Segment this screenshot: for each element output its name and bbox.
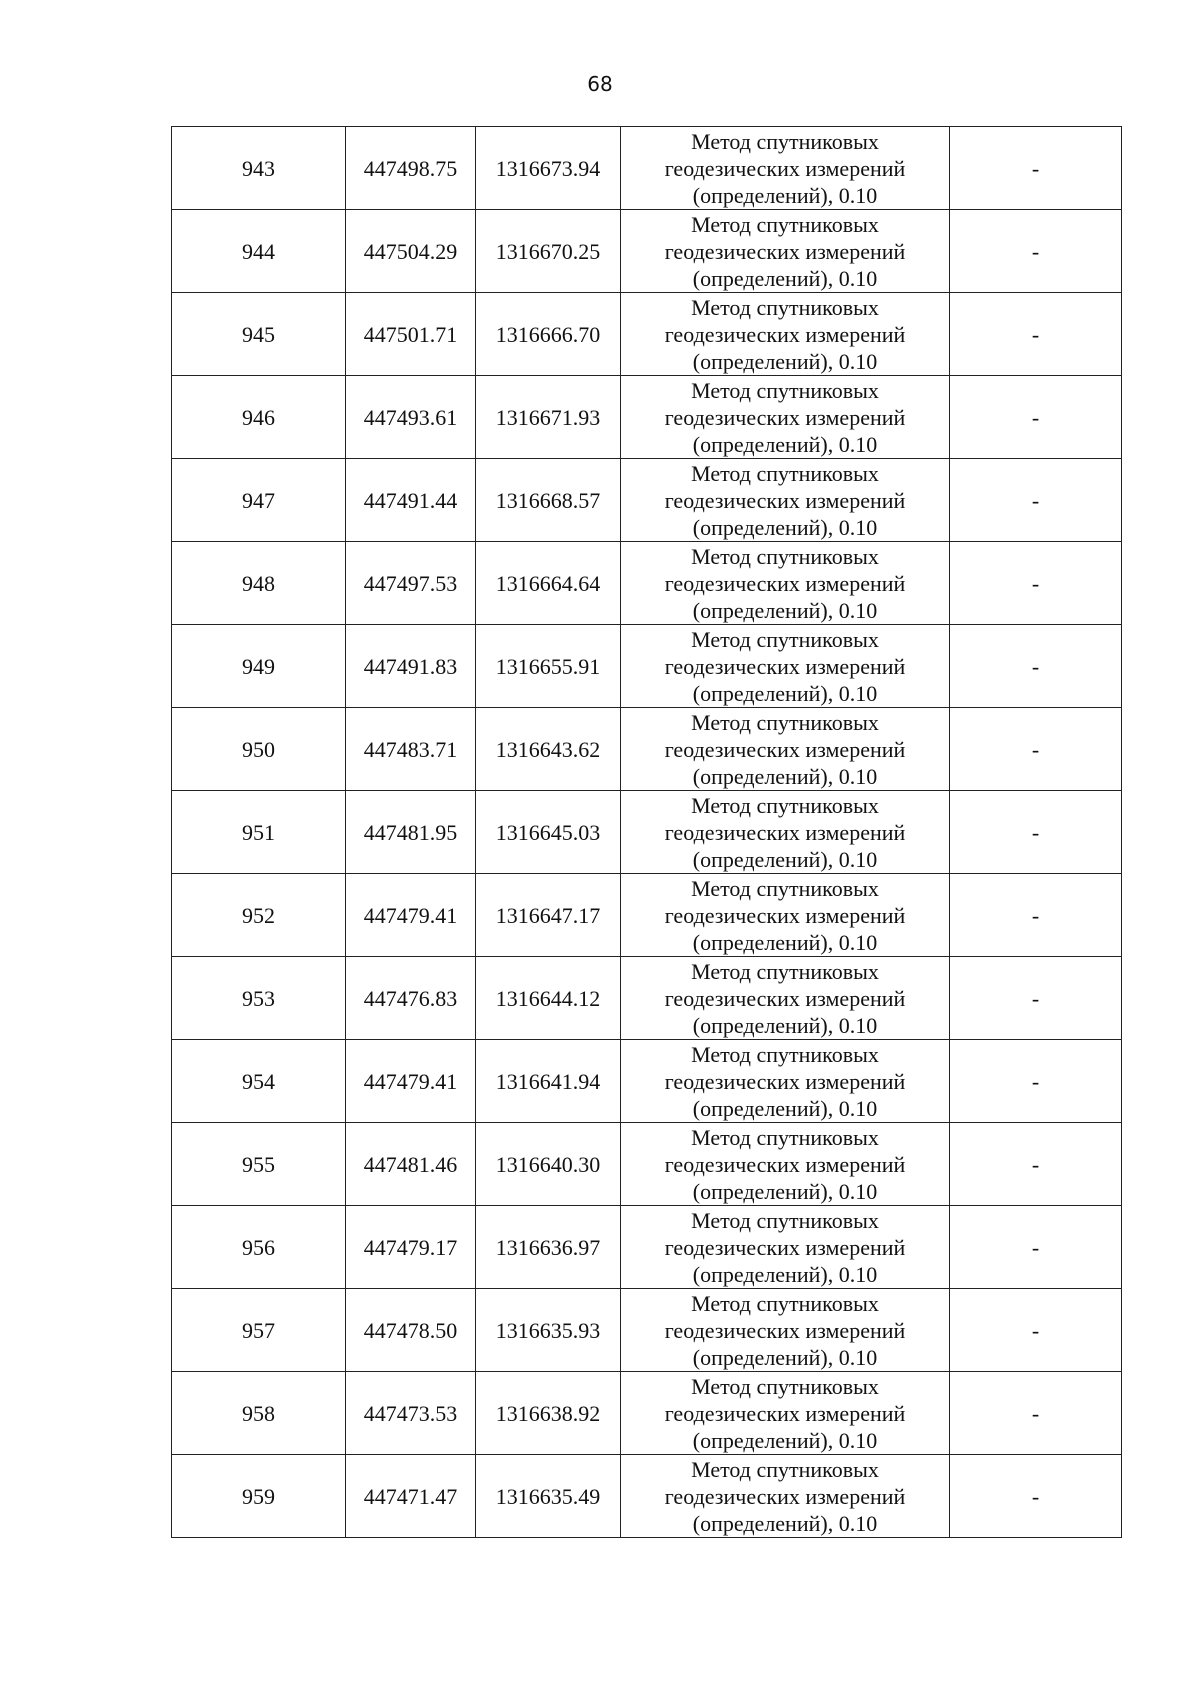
x-coordinate-cell: 447504.29 (346, 210, 476, 293)
x-coordinate-cell: 447476.83 (346, 957, 476, 1040)
method-cell (621, 1455, 950, 1538)
note-cell: - (950, 376, 1122, 459)
y-coordinate-cell: 1316673.94 (476, 127, 621, 210)
method-text-line: Метод спутниковых (691, 460, 879, 486)
y-coordinate-cell: 1316655.91 (476, 625, 621, 708)
x-coordinate-cell: 447481.46 (346, 1123, 476, 1206)
point-number-cell: 949 (172, 625, 346, 708)
method-cell (621, 708, 950, 791)
method-text-line: Метод спутниковых (691, 1373, 879, 1399)
method-text-line: геодезических измерений (664, 819, 906, 845)
method-cell (621, 1206, 950, 1289)
method-text-line: Метод спутниковых (691, 1124, 879, 1150)
method-cell (621, 293, 950, 376)
note-cell: - (950, 791, 1122, 874)
method-text-line: геодезических измерений (664, 1400, 906, 1426)
table-row (172, 210, 1122, 293)
method-text-line: Метод спутниковых (691, 1290, 879, 1316)
note-cell: - (950, 293, 1122, 376)
y-coordinate-cell: 1316641.94 (476, 1040, 621, 1123)
method-text-line: геодезических измерений (664, 155, 906, 181)
table-row (172, 293, 1122, 376)
y-coordinate-cell: 1316670.25 (476, 210, 621, 293)
y-coordinate-cell: 1316644.12 (476, 957, 621, 1040)
table-row (172, 1206, 1122, 1289)
y-coordinate-cell: 1316635.93 (476, 1289, 621, 1372)
y-coordinate-cell: 1316636.97 (476, 1206, 621, 1289)
method-text-line: геодезических измерений (664, 238, 906, 264)
method-text-line: (определений), 0.10 (692, 182, 878, 208)
note-cell: - (950, 625, 1122, 708)
method-text-line: (определений), 0.10 (692, 1261, 878, 1287)
method-cell (621, 376, 950, 459)
y-coordinate-cell: 1316635.49 (476, 1455, 621, 1538)
x-coordinate-cell: 447493.61 (346, 376, 476, 459)
table-row (172, 874, 1122, 957)
method-cell (621, 1289, 950, 1372)
x-coordinate-cell: 447473.53 (346, 1372, 476, 1455)
method-text-line: геодезических измерений (664, 653, 906, 679)
x-coordinate-cell: 447497.53 (346, 542, 476, 625)
y-coordinate-cell: 1316640.30 (476, 1123, 621, 1206)
method-text-line: (определений), 0.10 (692, 846, 878, 872)
method-text-line: геодезических измерений (664, 1068, 906, 1094)
point-number-cell: 959 (172, 1455, 346, 1538)
point-number-cell: 958 (172, 1372, 346, 1455)
method-cell (621, 874, 950, 957)
method-cell (621, 210, 950, 293)
method-text-line: Метод спутниковых (691, 792, 879, 818)
note-cell: - (950, 874, 1122, 957)
method-text-line: (определений), 0.10 (692, 348, 878, 374)
method-text-line: Метод спутниковых (691, 128, 879, 154)
method-cell (621, 625, 950, 708)
method-cell (621, 542, 950, 625)
method-text-line: Метод спутниковых (691, 709, 879, 735)
method-text-line: Метод спутниковых (691, 958, 879, 984)
method-text-line: (определений), 0.10 (692, 431, 878, 457)
method-text-line: (определений), 0.10 (692, 1344, 878, 1370)
table-row (172, 957, 1122, 1040)
table-row (172, 376, 1122, 459)
method-text-line: геодезических измерений (664, 1234, 906, 1260)
method-text-line: (определений), 0.10 (692, 1178, 878, 1204)
note-cell: - (950, 957, 1122, 1040)
method-text-line: геодезических измерений (664, 487, 906, 513)
y-coordinate-cell: 1316645.03 (476, 791, 621, 874)
table-row (172, 127, 1122, 210)
method-text-line: Метод спутниковых (691, 543, 879, 569)
x-coordinate-cell: 447471.47 (346, 1455, 476, 1538)
y-coordinate-cell: 1316666.70 (476, 293, 621, 376)
method-text-line: (определений), 0.10 (692, 929, 878, 955)
y-coordinate-cell: 1316647.17 (476, 874, 621, 957)
x-coordinate-cell: 447491.83 (346, 625, 476, 708)
y-coordinate-cell: 1316668.57 (476, 459, 621, 542)
method-text-line: геодезических измерений (664, 985, 906, 1011)
note-cell: - (950, 1040, 1122, 1123)
point-number-cell: 957 (172, 1289, 346, 1372)
page-number: 68 (587, 72, 613, 96)
coordinates-table (171, 126, 1122, 1538)
method-text-line: геодезических измерений (664, 404, 906, 430)
x-coordinate-cell: 447479.41 (346, 874, 476, 957)
method-text-line: Метод спутниковых (691, 294, 879, 320)
method-text-line: геодезических измерений (664, 1317, 906, 1343)
y-coordinate-cell: 1316671.93 (476, 376, 621, 459)
note-cell: - (950, 210, 1122, 293)
method-cell (621, 791, 950, 874)
point-number-cell: 951 (172, 791, 346, 874)
method-text-line: Метод спутниковых (691, 377, 879, 403)
note-cell: - (950, 708, 1122, 791)
method-cell (621, 957, 950, 1040)
table-row (172, 1123, 1122, 1206)
method-cell (621, 127, 950, 210)
y-coordinate-cell: 1316664.64 (476, 542, 621, 625)
table-row (172, 1289, 1122, 1372)
method-text-line: геодезических измерений (664, 1151, 906, 1177)
table-row (172, 791, 1122, 874)
method-text-line: Метод спутниковых (691, 211, 879, 237)
method-cell (621, 1123, 950, 1206)
table-row (172, 1040, 1122, 1123)
method-text-line: (определений), 0.10 (692, 763, 878, 789)
note-cell: - (950, 1372, 1122, 1455)
method-text-line: геодезических измерений (664, 1483, 906, 1509)
point-number-cell: 953 (172, 957, 346, 1040)
x-coordinate-cell: 447498.75 (346, 127, 476, 210)
method-cell (621, 459, 950, 542)
method-text-line: (определений), 0.10 (692, 1510, 878, 1536)
table-row (172, 708, 1122, 791)
point-number-cell: 950 (172, 708, 346, 791)
x-coordinate-cell: 447491.44 (346, 459, 476, 542)
point-number-cell: 946 (172, 376, 346, 459)
point-number-cell: 943 (172, 127, 346, 210)
point-number-cell: 945 (172, 293, 346, 376)
x-coordinate-cell: 447483.71 (346, 708, 476, 791)
method-text-line: (определений), 0.10 (692, 597, 878, 623)
method-cell (621, 1372, 950, 1455)
method-text-line: геодезических измерений (664, 570, 906, 596)
x-coordinate-cell: 447479.17 (346, 1206, 476, 1289)
note-cell: - (950, 542, 1122, 625)
method-text-line: геодезических измерений (664, 736, 906, 762)
method-text-line: Метод спутниковых (691, 1456, 879, 1482)
point-number-cell: 952 (172, 874, 346, 957)
note-cell: - (950, 1289, 1122, 1372)
table-row (172, 1455, 1122, 1538)
method-text-line: (определений), 0.10 (692, 1012, 878, 1038)
x-coordinate-cell: 447479.41 (346, 1040, 476, 1123)
point-number-cell: 944 (172, 210, 346, 293)
method-text-line: (определений), 0.10 (692, 680, 878, 706)
x-coordinate-cell: 447481.95 (346, 791, 476, 874)
method-cell (621, 1040, 950, 1123)
note-cell: - (950, 459, 1122, 542)
table-row (172, 625, 1122, 708)
y-coordinate-cell: 1316643.62 (476, 708, 621, 791)
method-text-line: Метод спутниковых (691, 1041, 879, 1067)
method-text-line: (определений), 0.10 (692, 1427, 878, 1453)
note-cell: - (950, 127, 1122, 210)
point-number-cell: 955 (172, 1123, 346, 1206)
point-number-cell: 956 (172, 1206, 346, 1289)
method-text-line: геодезических измерений (664, 321, 906, 347)
x-coordinate-cell: 447478.50 (346, 1289, 476, 1372)
method-text-line: (определений), 0.10 (692, 265, 878, 291)
method-text-line: (определений), 0.10 (692, 1095, 878, 1121)
method-text-line: Метод спутниковых (691, 875, 879, 901)
method-text-line: (определений), 0.10 (692, 514, 878, 540)
point-number-cell: 954 (172, 1040, 346, 1123)
method-text-line: Метод спутниковых (691, 1207, 879, 1233)
method-text-line: геодезических измерений (664, 902, 906, 928)
method-text-line: Метод спутниковых (691, 626, 879, 652)
note-cell: - (950, 1206, 1122, 1289)
point-number-cell: 947 (172, 459, 346, 542)
point-number-cell: 948 (172, 542, 346, 625)
table-row (172, 542, 1122, 625)
table-row (172, 1372, 1122, 1455)
table-row (172, 459, 1122, 542)
coordinates-table-body (172, 127, 1122, 1538)
x-coordinate-cell: 447501.71 (346, 293, 476, 376)
note-cell: - (950, 1455, 1122, 1538)
y-coordinate-cell: 1316638.92 (476, 1372, 621, 1455)
note-cell: - (950, 1123, 1122, 1206)
